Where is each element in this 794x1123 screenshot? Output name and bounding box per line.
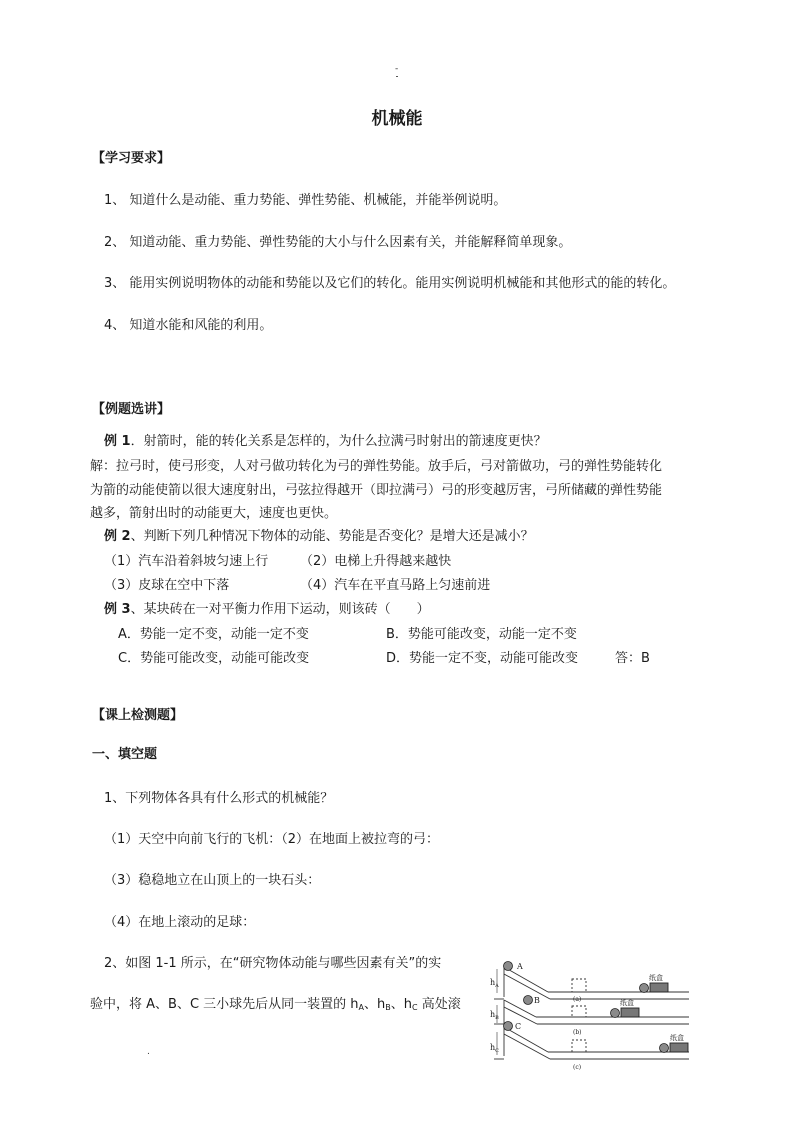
- ball-b-end: [611, 1009, 620, 1018]
- requirement-item: 3、 能用实例说明物体的动能和势能以及它们的转化。能用实例说明机械能和其他形式的能的转化。: [104, 276, 676, 291]
- box-label: 纸盒: [670, 1034, 684, 1042]
- figure-kinetic-energy-experiment: [484, 955, 694, 1073]
- example-1-answer-line: 越多，箭射出时的动能更大，速度也更快。: [90, 506, 338, 521]
- example-1-text: ．射箭时，能的转化关系是怎样的，为什么拉满弓时射出的箭速度更快？: [130, 434, 547, 449]
- ball-label-c: C: [515, 1022, 522, 1031]
- example-3-question: [104, 598, 430, 617]
- question-1: 1、下列物体各具有什么形式的机械能？: [104, 791, 334, 806]
- height-label-b: $h_B$: [490, 1010, 499, 1021]
- question-1-item: （1）天空中向前飞行的飞机：（2）在地面上被拉弯的弓：: [104, 832, 440, 847]
- footer-mark: .: [147, 1047, 150, 1057]
- example-3-option-a: A．势能一定不变，动能一定不变: [118, 627, 309, 642]
- section-heading-examples: 【例题选讲】: [92, 402, 171, 417]
- question-2-line: 2、如图 1-1 所示，在“研究物体动能与哪些因素有关”的实: [104, 956, 442, 971]
- part-heading-fill-blank: 一、填空题: [92, 747, 158, 762]
- subscript: C: [412, 1003, 418, 1012]
- example-2-option-4: （4）汽车在平直马路上匀速前进: [300, 578, 491, 593]
- example-3-text: 、某块砖在一对平衡力作用下运动，则该砖（ ）: [130, 602, 430, 617]
- question-1-item: （4）在地上滚动的足球：: [104, 915, 256, 930]
- box-label: 纸盒: [620, 999, 634, 1007]
- example-1-label: 例 1: [104, 434, 131, 449]
- ball-b: [524, 996, 533, 1005]
- panel-label-a: (a): [573, 996, 582, 1003]
- example-2-label: 例 2: [104, 529, 131, 544]
- example-3-option-d: D．势能一定不变，动能可能改变: [386, 651, 579, 666]
- box-label: 纸盒: [649, 974, 663, 982]
- ball-c-end: [660, 1044, 669, 1053]
- requirement-item: 4、 知道水能和风能的利用。: [104, 318, 273, 333]
- example-1-question: [104, 430, 547, 449]
- example-3-option-b: B．势能可能改变，动能一定不变: [386, 627, 577, 642]
- example-2-option-2: （2）电梯上升得越来越快: [300, 554, 452, 569]
- ball-label-a: A: [517, 962, 523, 971]
- question-1-item: （3）稳稳地立在山顶上的一块石头：: [104, 873, 321, 888]
- ball-label-b: B: [534, 996, 540, 1005]
- example-2-option-1: （1）汽车沿着斜坡匀速上行: [104, 554, 269, 569]
- requirement-item: 1、 知道什么是动能、重力势能、弹性势能、机械能，并能举例说明。: [104, 193, 507, 208]
- ball-a-end: [640, 984, 649, 993]
- panel-label-c: (c): [573, 1064, 582, 1071]
- example-3-answer: 答：B: [615, 651, 650, 666]
- page-title: 机械能: [371, 109, 423, 129]
- example-2-text: 、判断下列几种情况下物体的动能、势能是否变化？是增大还是减小？: [130, 529, 534, 544]
- height-label-c: $h_C$: [490, 1043, 499, 1054]
- subscript: B: [385, 1003, 391, 1012]
- example-1-answer-line: 为箭的动能使箭以很大速度射出，弓弦拉得越开（即拉满弓）弓的形变越厉害，弓所储藏的弹性势能: [90, 483, 663, 498]
- section-heading-check: 【课上检测题】: [92, 708, 184, 723]
- example-2-question: [104, 525, 534, 544]
- example-3-option-c: C．势能可能改变，动能可能改变: [118, 651, 310, 666]
- panel-label-b: (b): [573, 1029, 582, 1036]
- separator: 、: [390, 997, 404, 1012]
- ball-a: [504, 962, 513, 971]
- question-2-text: 高处滚: [421, 997, 461, 1012]
- requirement-item: 2、 知道动能、重力势能、弹性势能的大小与什么因素有关，并能解释简单现象。: [104, 235, 572, 250]
- separator: 、: [364, 997, 378, 1012]
- height-label-a: $h_A$: [490, 978, 499, 989]
- question-2-text: 验中，将 A、B、C 三小球先后从同一装置的 h: [90, 997, 359, 1012]
- question-2-line: 验中，将 A、B、C 三小球先后从同一装置的 $h_A$、$h_B$、$h_C$ 高处滚: [90, 997, 461, 1012]
- header-mark: -: [395, 64, 399, 74]
- subscript: A: [358, 1003, 365, 1012]
- ball-c: [504, 1022, 513, 1031]
- section-heading-requirements: 【学习要求】: [92, 151, 171, 166]
- example-2-option-3: （3）皮球在空中下落: [104, 578, 230, 593]
- example-1-answer-line: 解：拉弓时，使弓形变，人对弓做功转化为弓的弹性势能。放手后，弓对箭做功，弓的弹性势能转化: [90, 459, 663, 474]
- header-divider: [396, 76, 398, 77]
- example-3-label: 例 3: [104, 602, 131, 617]
